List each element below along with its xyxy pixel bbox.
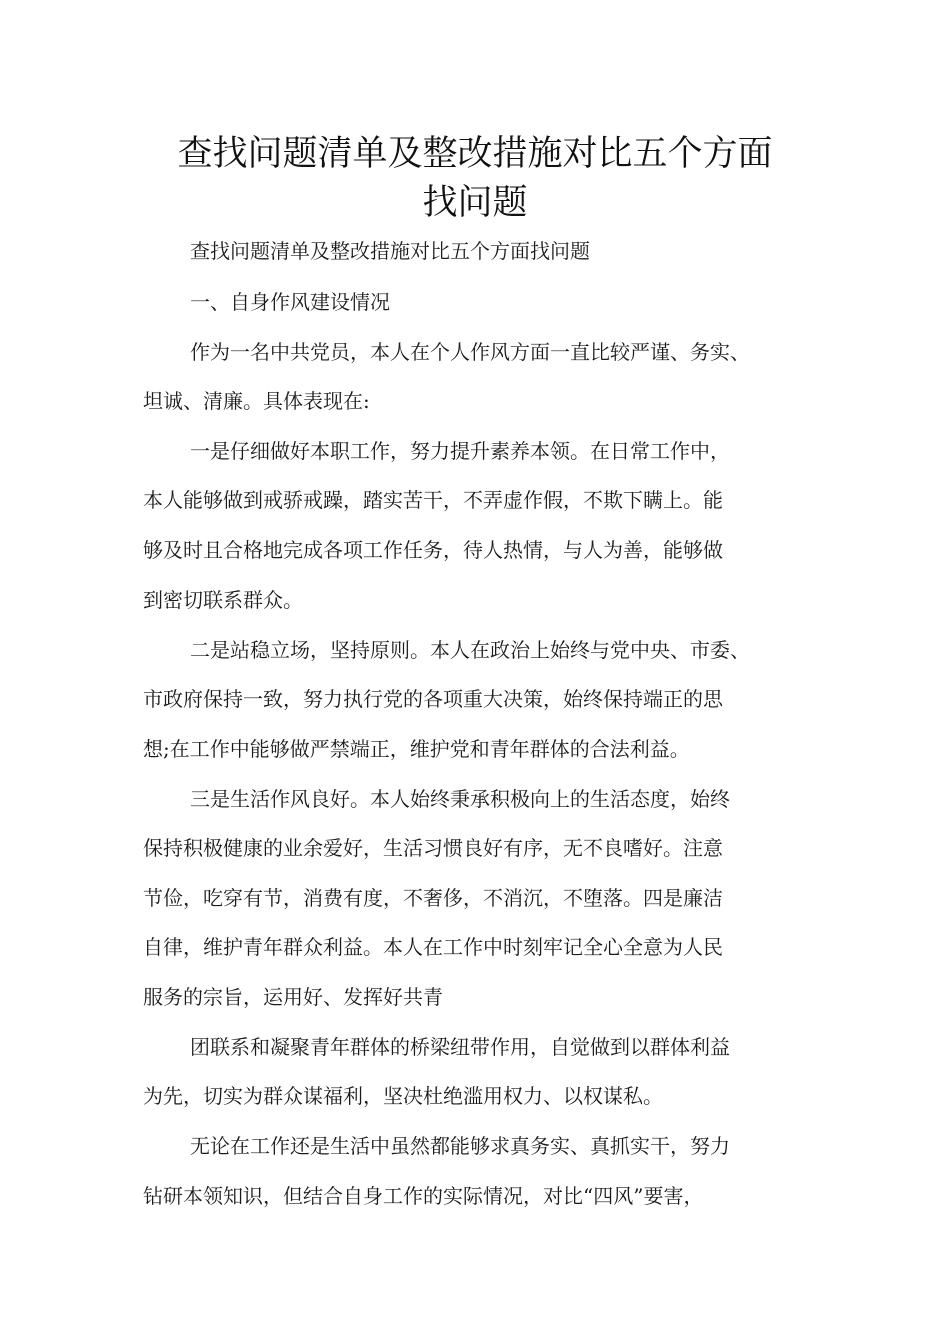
section-heading: 一、自身作风建设情况 bbox=[190, 290, 390, 314]
body-line: 保持积极健康的业余爱好，生活习惯良好有序，无不良嗜好。注意 bbox=[143, 836, 723, 860]
body-line: 作为一名中共党员，本人在个人作风方面一直比较严谨、务实、 bbox=[190, 340, 750, 364]
body-line: 钻研本领知识，但结合自身工作的实际情况，对比“四风”要害， bbox=[143, 1184, 704, 1208]
body-line: 节俭，吃穿有节，消费有度，不奢侈，不消沉，不堕落。四是廉洁 bbox=[143, 886, 723, 910]
body-line: 够及时且合格地完成各项工作任务，待人热情，与人为善，能够做 bbox=[143, 538, 723, 562]
body-line: 市政府保持一致，努力执行党的各项重大决策，始终保持端正的思 bbox=[143, 687, 723, 711]
body-line: 二是站稳立场，坚持原则。本人在政治上始终与党中央、市委、 bbox=[190, 638, 750, 662]
document-title-line-2: 找问题 bbox=[422, 183, 528, 223]
body-line: 团联系和凝聚青年群体的桥梁纽带作用，自觉做到以群体利益 bbox=[190, 1035, 730, 1059]
subtitle-line: 查找问题清单及整改措施对比五个方面找问题 bbox=[190, 239, 590, 263]
document-title-line-1: 查找问题清单及整改措施对比五个方面 bbox=[177, 134, 773, 174]
body-line: 一是仔细做好本职工作，努力提升素养本领。在日常工作中， bbox=[190, 439, 730, 463]
body-line: 服务的宗旨，运用好、发挥好共青 bbox=[143, 985, 443, 1009]
body-line: 本人能够做到戒骄戒躁，踏实苦干，不弄虚作假，不欺下瞒上。能 bbox=[143, 488, 723, 512]
body-line: 坦诚、清廉。具体表现在: bbox=[143, 389, 370, 413]
body-line: 为先，切实为群众谋福利，坚决杜绝滥用权力、以权谋私。 bbox=[143, 1084, 663, 1108]
body-line: 三是生活作风良好。本人始终秉承积极向上的生活态度，始终 bbox=[190, 787, 730, 811]
body-line: 自律，维护青年群众利益。本人在工作中时刻牢记全心全意为人民 bbox=[143, 935, 723, 959]
body-line: 无论在工作还是生活中虽然都能够求真务实、真抓实干，努力 bbox=[190, 1134, 730, 1158]
body-line: 到密切联系群众。 bbox=[143, 588, 303, 612]
body-line: 想;在工作中能够做严禁端正，维护党和青年群体的合法利益。 bbox=[143, 737, 690, 761]
